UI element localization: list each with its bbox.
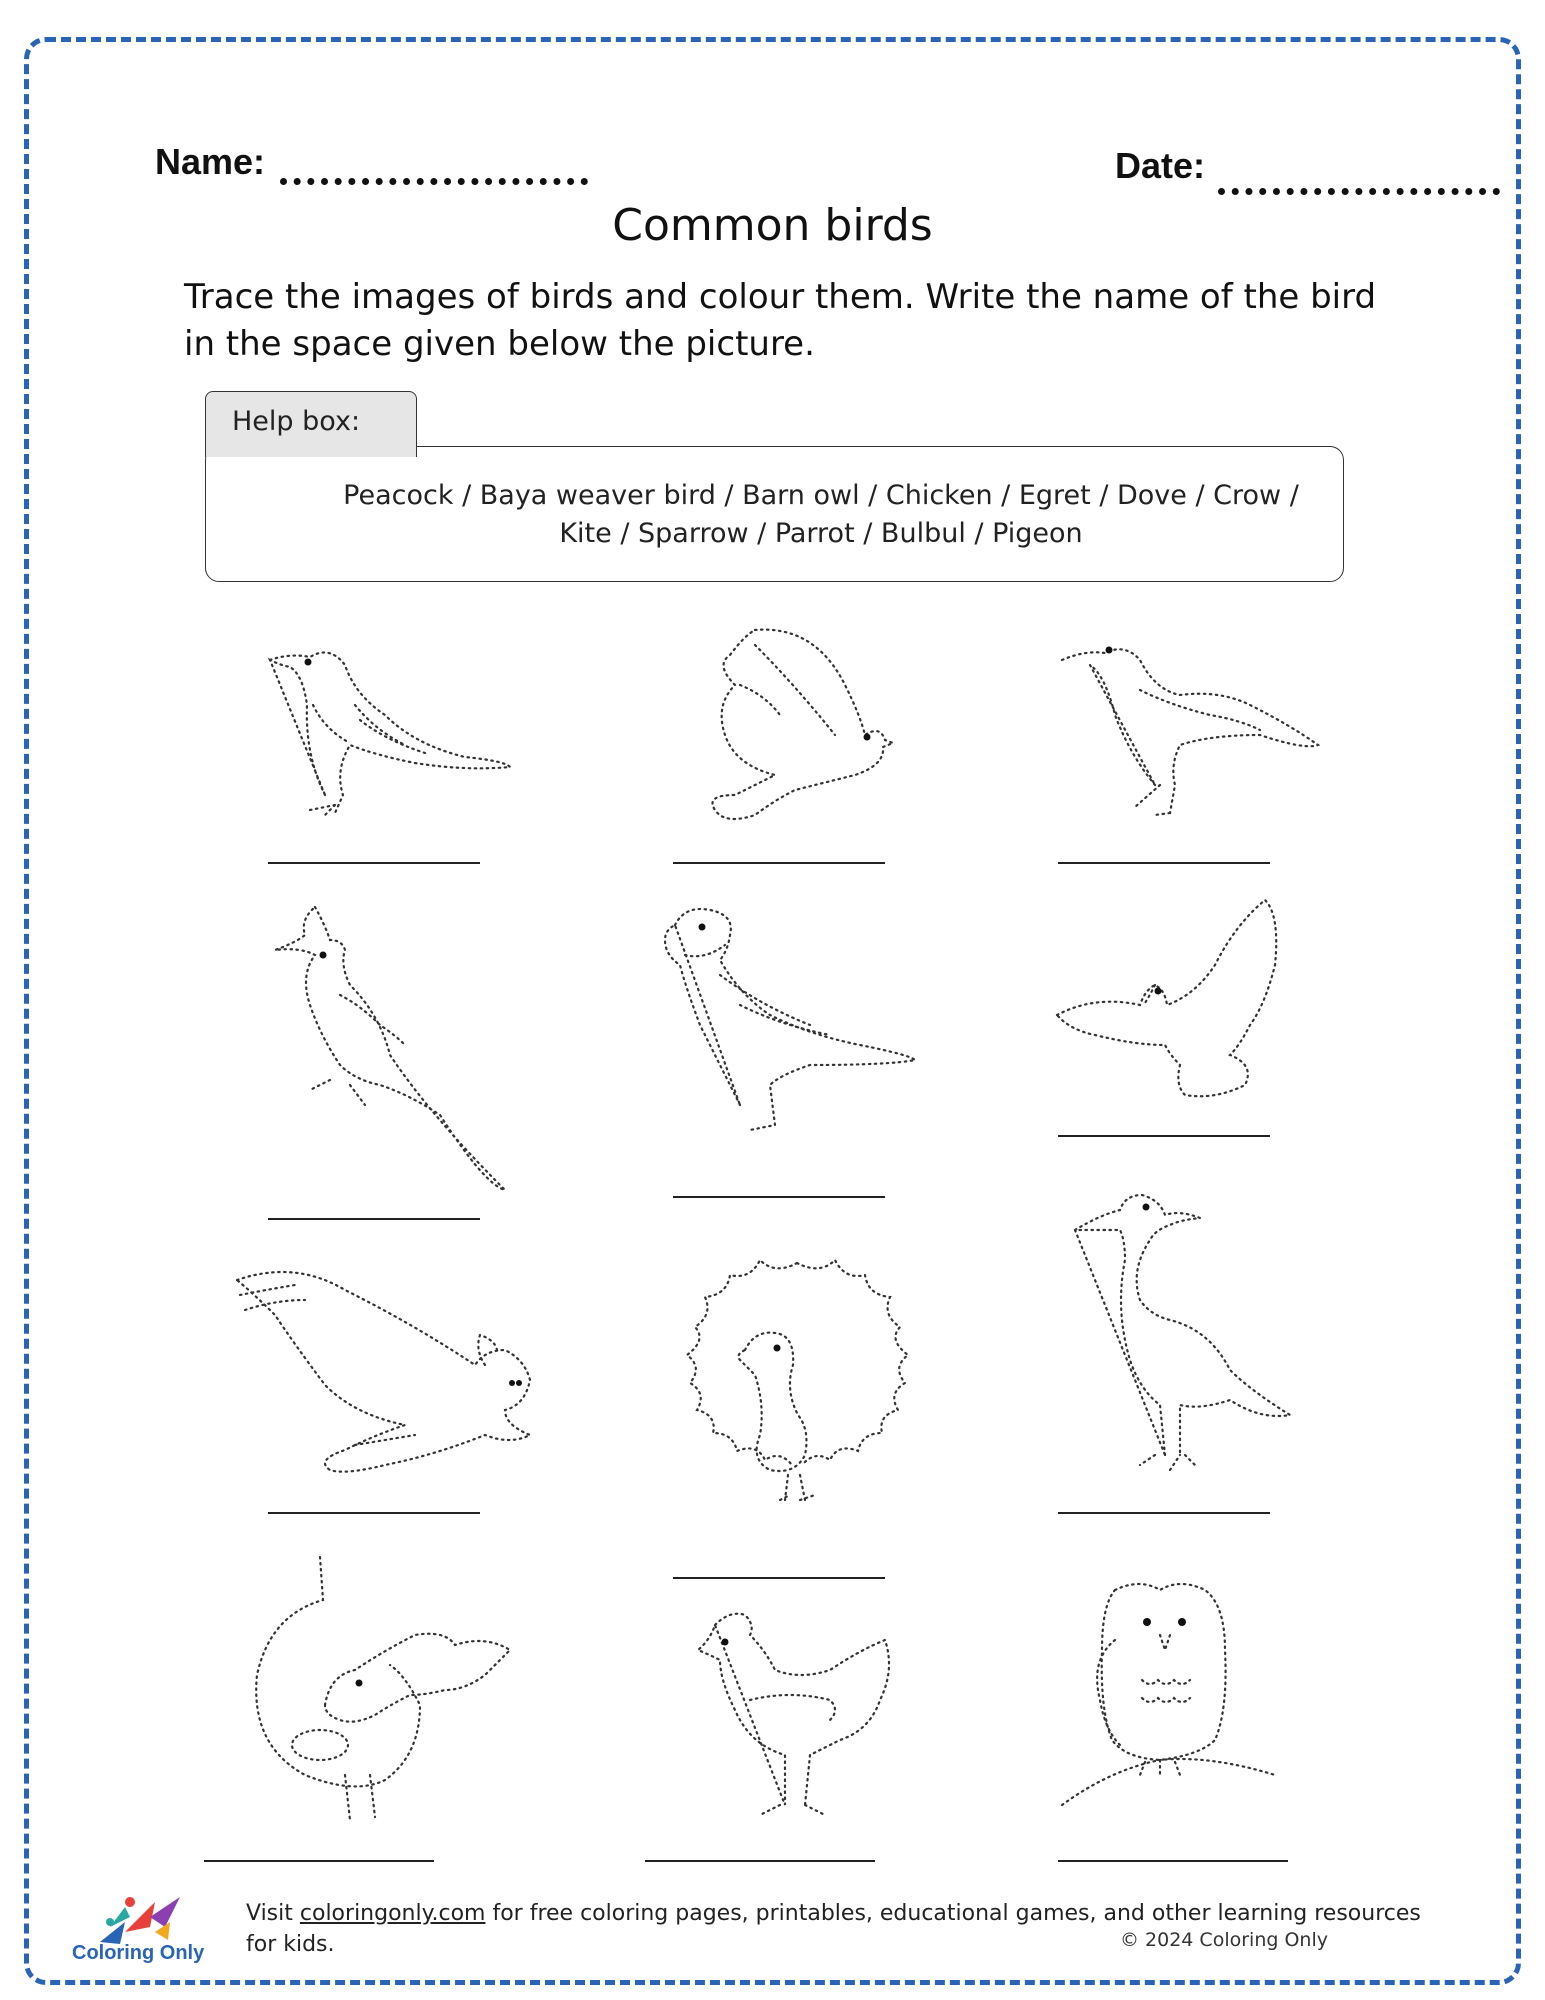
answer-line-1[interactable] <box>268 862 480 864</box>
answer-line-5[interactable] <box>673 1196 885 1198</box>
bird-tracing-chicken <box>690 1610 895 1825</box>
bird-tracing-egret <box>1070 1190 1295 1475</box>
bird-tracing-crow <box>1060 635 1330 820</box>
date-label: Date: <box>1115 145 1206 186</box>
bird-tracing-peacock <box>650 1255 945 1515</box>
answer-line-7[interactable] <box>268 1512 480 1514</box>
help-words <box>316 477 1326 553</box>
answer-line-6[interactable] <box>1058 1135 1270 1137</box>
answer-line-9[interactable] <box>1058 1512 1270 1514</box>
bird-tracing-baya-weaver <box>245 1555 520 1825</box>
bird-tracing-parrot <box>660 905 920 1135</box>
answer-line-8[interactable] <box>673 1577 885 1579</box>
bird-tracing-bulbul-1 <box>265 635 515 820</box>
bird-tracing-bulbul-2 <box>270 905 510 1195</box>
help-words-line1: Peacock / Baya weaver bird / Barn owl / Chicken / Egret / Dove / Crow / <box>343 480 1299 511</box>
footer-visit-prefix: Visit <box>246 1901 293 1926</box>
bird-tracing-kite <box>235 1265 535 1475</box>
answer-line-4[interactable] <box>268 1218 480 1220</box>
bird-tracing-barn-owl <box>1060 1580 1280 1820</box>
help-box-tab-label: Help box: <box>232 406 361 437</box>
answer-line-12[interactable] <box>1058 1860 1288 1862</box>
help-box-tab <box>205 391 417 457</box>
logo-text: Coloring Only <box>72 1942 205 1964</box>
date-field[interactable] <box>1218 188 1500 195</box>
answer-line-3[interactable] <box>1058 862 1270 864</box>
bird-tracing-dove-flying <box>695 625 895 830</box>
answer-line-11[interactable] <box>645 1860 875 1862</box>
footer-visit-suffix: for free coloring pages, printables, educational games, and other learning resources for kids. <box>246 1901 1421 1957</box>
bird-tracing-dove-spread <box>1055 895 1285 1100</box>
answer-line-2[interactable] <box>673 862 885 864</box>
footer-link[interactable]: coloringonly.com <box>299 1901 486 1926</box>
copyright: © 2024 Coloring Only <box>1120 1929 1328 1951</box>
name-label: Name: <box>155 141 266 182</box>
name-field[interactable] <box>280 178 588 185</box>
instructions: Trace the images of birds and colour them. Write the name of the bird in the space given below the picture. <box>184 277 1377 364</box>
answer-line-10[interactable] <box>204 1860 434 1862</box>
help-box <box>205 446 1344 582</box>
page-title: Common birds <box>612 200 933 251</box>
help-words-line2: Kite / Sparrow / Parrot / Bulbul / Pigeon <box>559 518 1083 549</box>
